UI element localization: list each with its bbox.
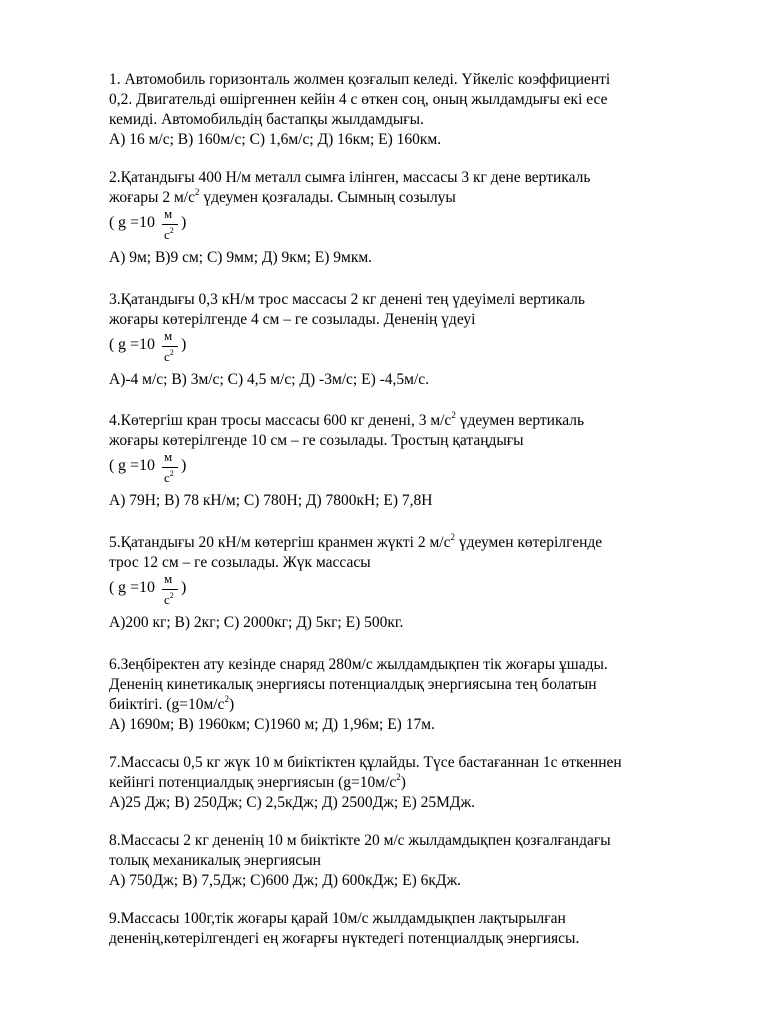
question-3 bbox=[109, 290, 719, 390]
answer-options: А)200 кг; В) 2кг; С) 2000кг; Д) 5кг; Е) 500кг. bbox=[109, 614, 404, 631]
question-text-line: кейінгі потенциалдық энергиясын $(g=10м/с^2)$ bbox=[109, 771, 406, 791]
answer-options: А) 9м; В)9 см; С) 9мм; Д) 9км; Е) 9мкм. bbox=[109, 249, 373, 266]
answer-options: А)-4 м/с; В) 3м/с; С) 4,5 м/с; Д) -3м/с; Е) -4,5м/с. bbox=[109, 371, 430, 388]
answer-options: А)25 Дж; В) 250Дж; С) 2,5кДж; Д) 2500Дж; Е) 25МДж. bbox=[109, 794, 476, 811]
question-text-line: 1. Автомобиль горизонталь жолмен қозғалып келеді. Үйкеліс коэффициенті bbox=[109, 71, 611, 88]
question-5 bbox=[109, 533, 719, 633]
question-text-line: 5.Қатандығы 20 кН/м көтергіш кранмен жүкті 2 $м/с^2$ үдеумен көтерілгенде bbox=[109, 531, 603, 551]
question-text-line: 9.Массасы 100г,тік жоғары қарай 10м/с жылдамдықпен лақтырылған bbox=[109, 910, 566, 927]
question-text-line: трос 12 см – ге созылады. Жүк массасы bbox=[109, 554, 371, 571]
question-text-line: биіктігі. $(g=10м/с^2)$ bbox=[109, 693, 235, 713]
question-1 bbox=[109, 70, 719, 150]
question-text-line: 6.Зеңбіректен ату кезінде снаряд 280м/с жылдамдықпен тік жоғары ұшады. bbox=[109, 656, 608, 673]
question-text-line: толық механикалық энергиясын bbox=[109, 852, 321, 869]
gravity-formula: ( g =10 м $с^2$ ) bbox=[109, 571, 187, 607]
question-text-line: 2.Қатандығы 400 Н/м металл сымға ілінген, массасы 3 кг дене вертикаль bbox=[109, 169, 591, 186]
question-text-line: Дененің кинетикалық энергиясы потенциалдық энергиясына тең болатын bbox=[109, 676, 597, 693]
question-7 bbox=[109, 753, 719, 813]
answer-options: А) 1690м; В) 1960км; С)1960 м; Д) 1,96м; Е) 17м. bbox=[109, 716, 435, 733]
question-8 bbox=[109, 831, 719, 891]
question-text-line: 8.Массасы 2 кг дененің 10 м биіктікте 20 м/с жылдамдықпен қозғалғандағы bbox=[109, 832, 611, 849]
question-text-line: кемиді. Автомобильдің бастапқы жылдамдығы. bbox=[109, 111, 424, 128]
question-2 bbox=[109, 168, 719, 268]
question-4 bbox=[109, 411, 719, 511]
gravity-formula: ( g =10 м $с^2$ ) bbox=[109, 206, 187, 242]
question-6 bbox=[109, 655, 719, 735]
question-text-line: жоғары көтерілгенде 10 см – ге созылады. Тростың қатаңдығы bbox=[109, 432, 524, 449]
question-9 bbox=[109, 909, 719, 949]
gravity-formula: ( g =10 м $с^2$ ) bbox=[109, 328, 187, 364]
question-text-line: 0,2. Двигательді өшіргеннен кейін 4 с өткен соң, оның жылдамдығы екі есе bbox=[109, 91, 608, 108]
question-text-line: дененің,көтерілгендегі ең жоғарғы нүктедегі потенциалдық энергиясы. bbox=[109, 930, 580, 947]
question-text-line: жоғары 2 $м/с^2$ үдеумен қозғалады. Сымның созылуы bbox=[109, 186, 456, 206]
question-text-line: 7.Массасы 0,5 кг жүк 10 м биіктіктен құлайды. Түсе бастағаннан 1с өткеннен bbox=[109, 754, 622, 771]
question-text-line: 4.Көтергіш кран тросы массасы 600 кг денені, 3 $м/с^2$ үдеумен вертикаль bbox=[109, 409, 585, 429]
question-text-line: жоғары көтерілгенде 4 см – ге созылады. Дененің үдеуі bbox=[109, 311, 476, 328]
answer-options: А) 750Дж; В) 7,5Дж; С)600 Дж; Д) 600кДж; Е) 6кДж. bbox=[109, 872, 462, 889]
question-text-line: 3.Қатандығы 0,3 кН/м трос массасы 2 кг денені тең үдеуімелі вертикаль bbox=[109, 291, 585, 308]
answer-options: А) 16 м/с; В) 160м/с; С) 1,6м/с; Д) 16км; Е) 160км. bbox=[109, 131, 442, 148]
gravity-formula: ( g =10 м $с^2$ ) bbox=[109, 449, 187, 485]
answer-options: А) 79Н; В) 78 кН/м; С) 780Н; Д) 7800кН; Е) 7,8Н bbox=[109, 492, 433, 509]
